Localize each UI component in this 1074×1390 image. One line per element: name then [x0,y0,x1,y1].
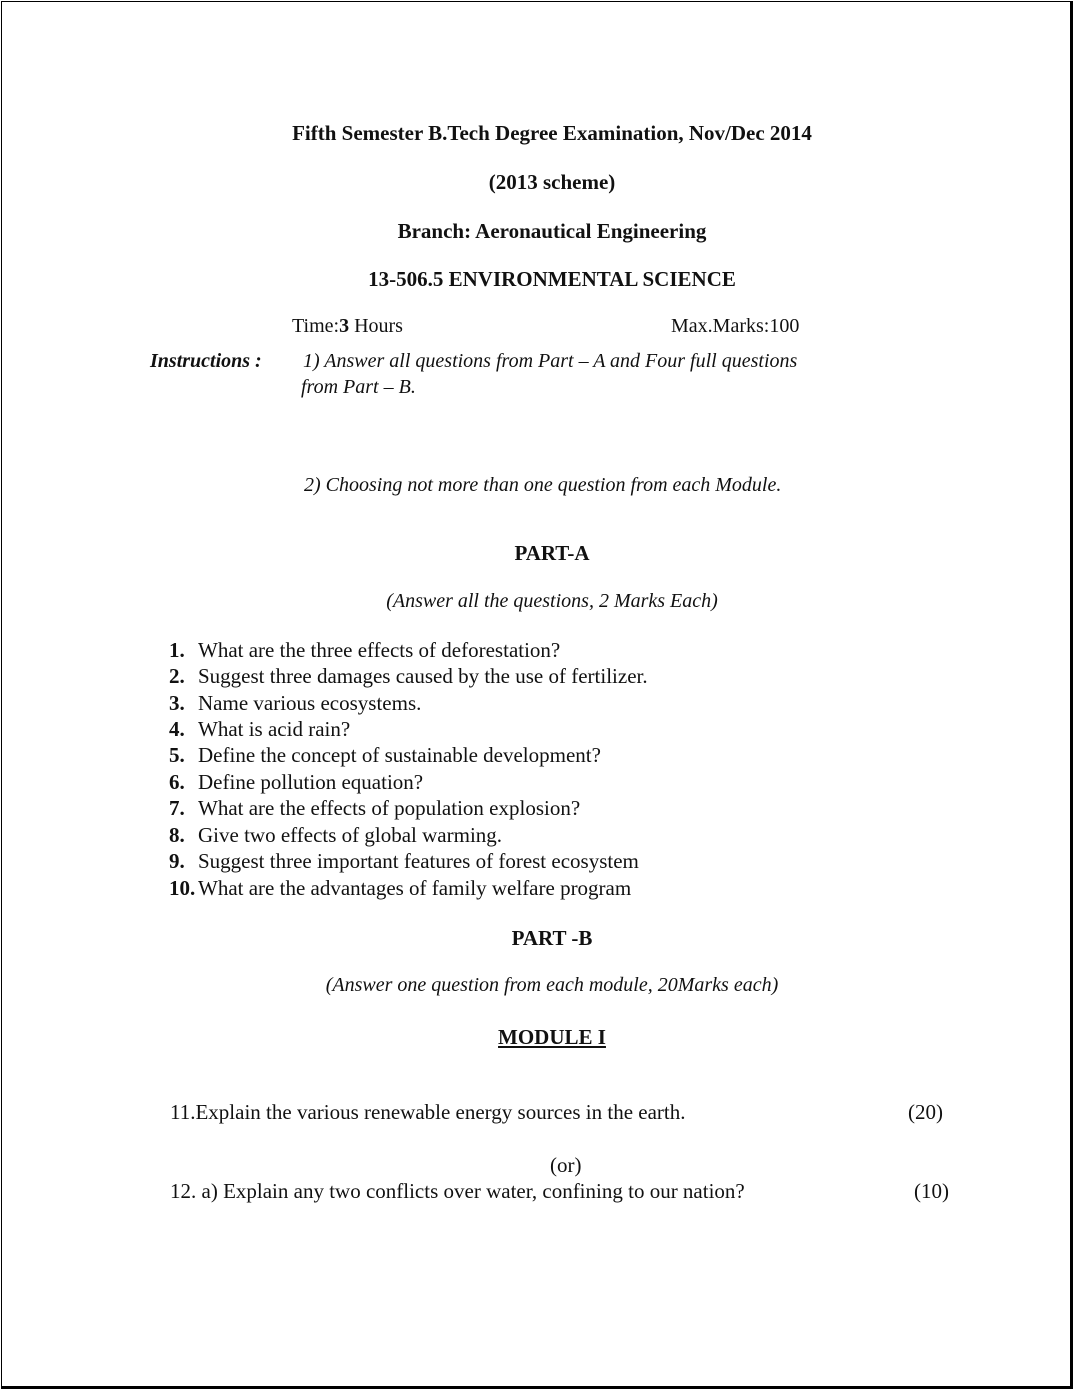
question-text: What are the three effects of deforestation? [198,638,561,662]
question-8 [169,823,502,848]
or-separator: (or) [550,1153,582,1177]
instruction-1: 1) Answer all questions from Part – A and Four full questions [303,350,798,372]
instructions-label: Instructions : [150,350,262,372]
part-a-heading: PART-A [514,541,590,565]
question-11: 11.Explain the various renewable energy sources in the earth. [170,1100,686,1124]
question-10 [169,876,631,901]
question-9 [169,849,639,874]
module-heading: MODULE I [498,1025,606,1049]
question-number: 2. [169,664,185,688]
scheme: (2013 scheme) [488,170,616,194]
question-number: 3. [169,691,185,715]
question-number: 8. [169,823,185,847]
question-7 [169,796,580,821]
question-number: 9. [169,849,185,873]
question-1 [169,638,560,663]
question-number: 6. [169,770,185,794]
question-text: Define the concept of sustainable development? [198,743,601,767]
question-number: 1. [169,638,185,662]
question-text: What are the effects of population explosion? [198,796,581,820]
question-text: Suggest three important features of forest ecosystem [198,849,639,873]
time-label: Time: [292,315,340,337]
question-text: Name various ecosystems. [198,691,422,715]
question-text: Define pollution equation? [198,770,424,794]
question-12a: 12. a) Explain any two conflicts over water, confining to our nation? [170,1179,745,1203]
part-a-subheading: (Answer all the questions, 2 Marks Each) [386,590,718,612]
subject-title: 13-506.5 ENVIRONMENTAL SCIENCE [368,267,736,291]
question-12a-marks: (10) [914,1179,949,1203]
question-number: 4. [169,717,185,741]
question-5 [169,743,601,768]
question-text: What is acid rain? [198,717,351,741]
question-2 [169,664,648,689]
question-number: 10. [169,876,196,900]
instruction-1-cont: from Part – B. [301,376,416,398]
question-3 [169,691,421,716]
part-b-subheading: (Answer one question from each module, 20Marks each) [325,974,779,996]
time-value: 3 [339,315,350,337]
time-unit: Hours [349,315,403,337]
question-number: 7. [169,796,185,820]
branch: Branch: Aeronautical Engineering [397,219,707,243]
instruction-2: 2) Choosing not more than one question from each Module. [304,474,782,496]
question-number: 5. [169,743,185,767]
question-4 [169,717,350,742]
max-marks: Max.Marks:100 [671,315,800,337]
part-b-heading: PART -B [511,926,593,950]
time-info [292,315,403,338]
question-text: What are the advantages of family welfare program [198,876,632,900]
question-text: Suggest three damages caused by the use of fertilizer. [198,664,648,688]
exam-title: Fifth Semester B.Tech Degree Examination, Nov/Dec 2014 [292,121,812,145]
question-text: Give two effects of global warming. [198,823,503,847]
question-11-marks: (20) [908,1100,943,1124]
question-6 [169,770,423,795]
